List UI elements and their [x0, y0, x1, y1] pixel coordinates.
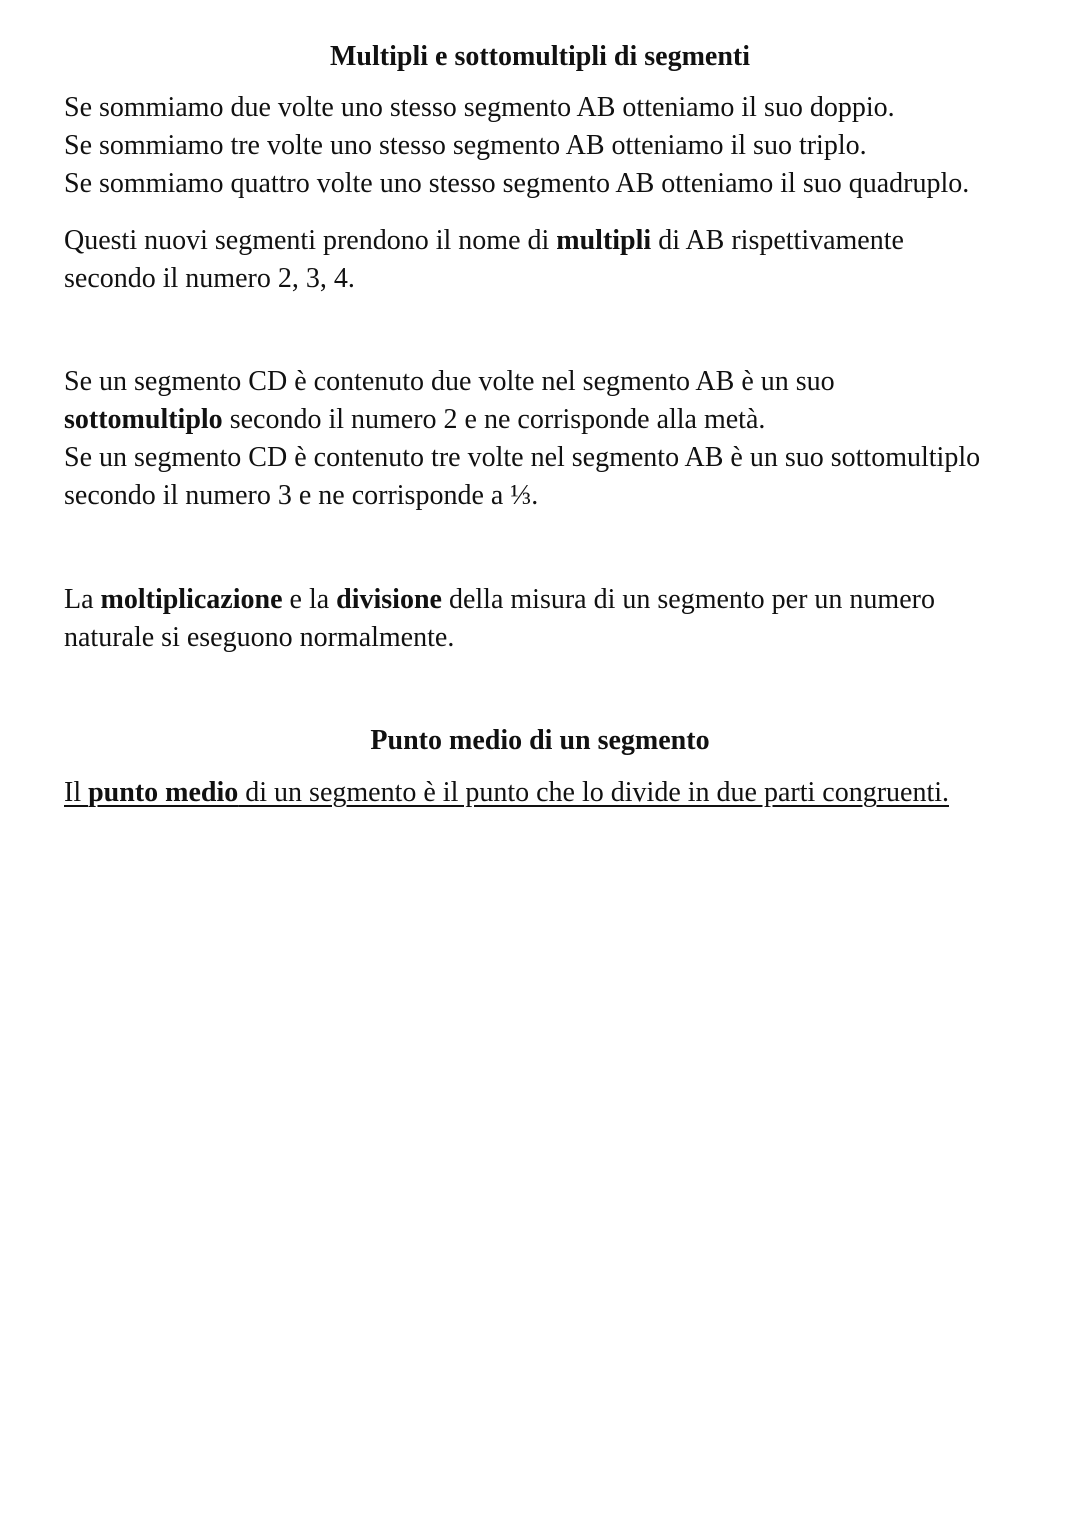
definition-paragraph [64, 774, 1064, 812]
sottomultiplo-term: sottomultiplo [64, 404, 223, 435]
section-title-multipli: Multipli e sottomultipli di segmenti [330, 41, 750, 72]
multiples-line-1: Questi nuovi segmenti prendono il nome di multipli di AB rispettivamente [64, 225, 904, 256]
punto-medio-definition: Il punto medio di un segmento è il punto che lo divide in due parti congruenti. [64, 777, 949, 808]
moltiplicazione-term: moltiplicazione [100, 584, 283, 615]
sum-line-quadruplo: Se sommiamo quattro volte uno stesso segmento AB otteniamo il suo quadruplo. [64, 168, 970, 199]
sum-line-triplo: Se sommiamo tre volte uno stesso segmento AB otteniamo il suo triplo. [64, 130, 867, 161]
section-title-punto-medio: Punto medio di un segmento [370, 725, 710, 756]
submultiples-line-3: Se un segmento CD è contenuto tre volte nel segmento AB è un suo sottomultiplo [64, 442, 981, 473]
operations-paragraph [64, 581, 1064, 657]
punto-medio-term: punto medio [88, 777, 239, 808]
operations-line-1: La moltiplicazione e la divisione della misura di un segmento per un numero [64, 584, 935, 615]
submultiples-line-1: Se un segmento CD è contenuto due volte nel segmento AB è un suo [64, 366, 835, 397]
submultiples-line-4: secondo il numero 3 e ne corrisponde a ⅓. [64, 480, 539, 511]
multipli-term: multipli [556, 225, 652, 256]
sums-paragraph [64, 89, 1064, 203]
multiples-line-2: secondo il numero 2, 3, 4. [64, 263, 355, 294]
submultiples-paragraph [64, 363, 1064, 515]
multiples-paragraph [64, 222, 1064, 298]
sum-line-doppio: Se sommiamo due volte uno stesso segmento AB otteniamo il suo doppio. [64, 92, 895, 123]
operations-line-2: naturale si eseguono normalmente. [64, 622, 455, 653]
submultiples-line-2: sottomultiplo secondo il numero 2 e ne corrisponde alla metà. [64, 404, 766, 435]
divisione-term: divisione [336, 584, 442, 615]
